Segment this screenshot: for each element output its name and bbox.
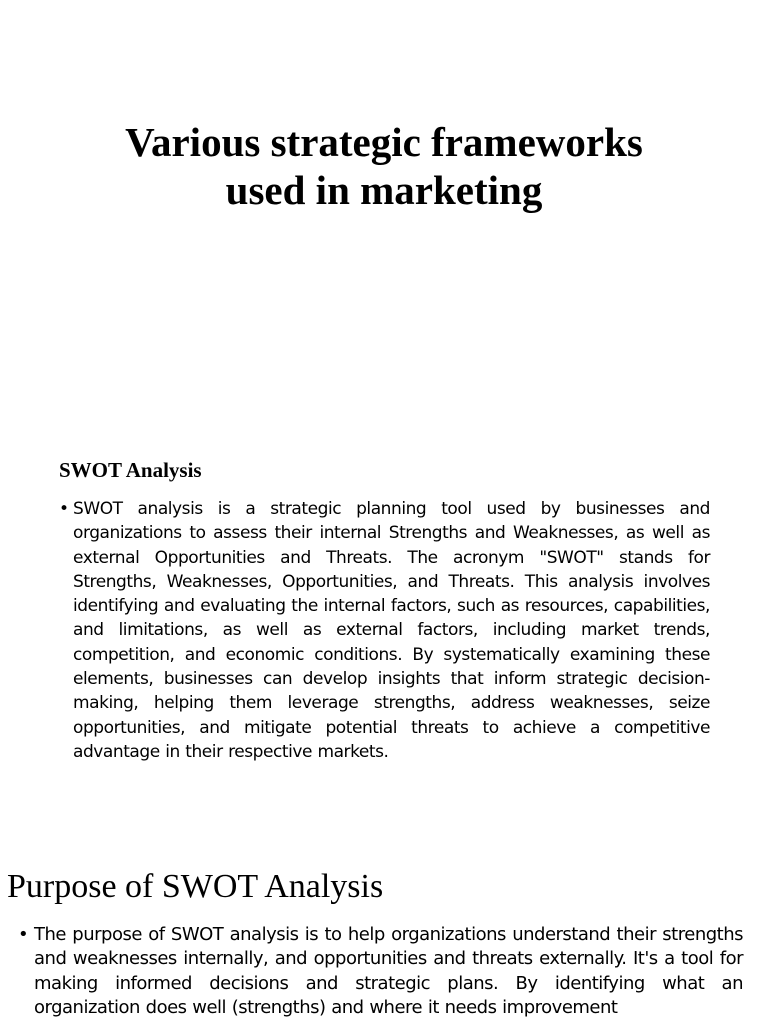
swot-analysis-heading: SWOT Analysis [59, 458, 202, 482]
slide-title [60, 118, 708, 214]
purpose-paragraph: The purpose of SWOT analysis is to help organizations understand their strengths and weaknesses internally, and opportunities and threats externally. It's a tool for making informed decisions and strategic plans. By identifying what an organization does well (strengths) and where it needs improvement [34, 924, 743, 1018]
swot-analysis-bullet [59, 497, 710, 764]
bullet-marker: • [18, 924, 29, 945]
swot-analysis-slide [0, 440, 768, 840]
title-slide [0, 0, 768, 440]
slide-title-line-1: Various strategic frameworks [125, 119, 643, 165]
purpose-slide [0, 840, 768, 1024]
swot-analysis-paragraph: SWOT analysis is a strategic planning tool used by businesses and organizations to assess their internal Strengths and Weaknesses, as well as external Opportunities and Threats. The acronym "SWOT" stands for Strengths, Weaknesses, Opportunities, and Threats. This analysis involves identifying and evaluating the internal factors, such as resources, capabilities, and limitations, as well as external factors, including market trends, competition, and economic conditions. By systematically examining these elements, businesses can develop insights that inform strategic decision-making, helping them leverage strengths, address weaknesses, seize opportunities, and mitigate potential threats to achieve a competitive advantage in their respective markets. [73, 499, 710, 762]
slide-title-line-2: used in marketing [225, 167, 543, 213]
purpose-heading: Purpose of SWOT Analysis [7, 868, 384, 905]
bullet-marker: • [59, 499, 70, 519]
purpose-bullet [18, 923, 743, 1020]
